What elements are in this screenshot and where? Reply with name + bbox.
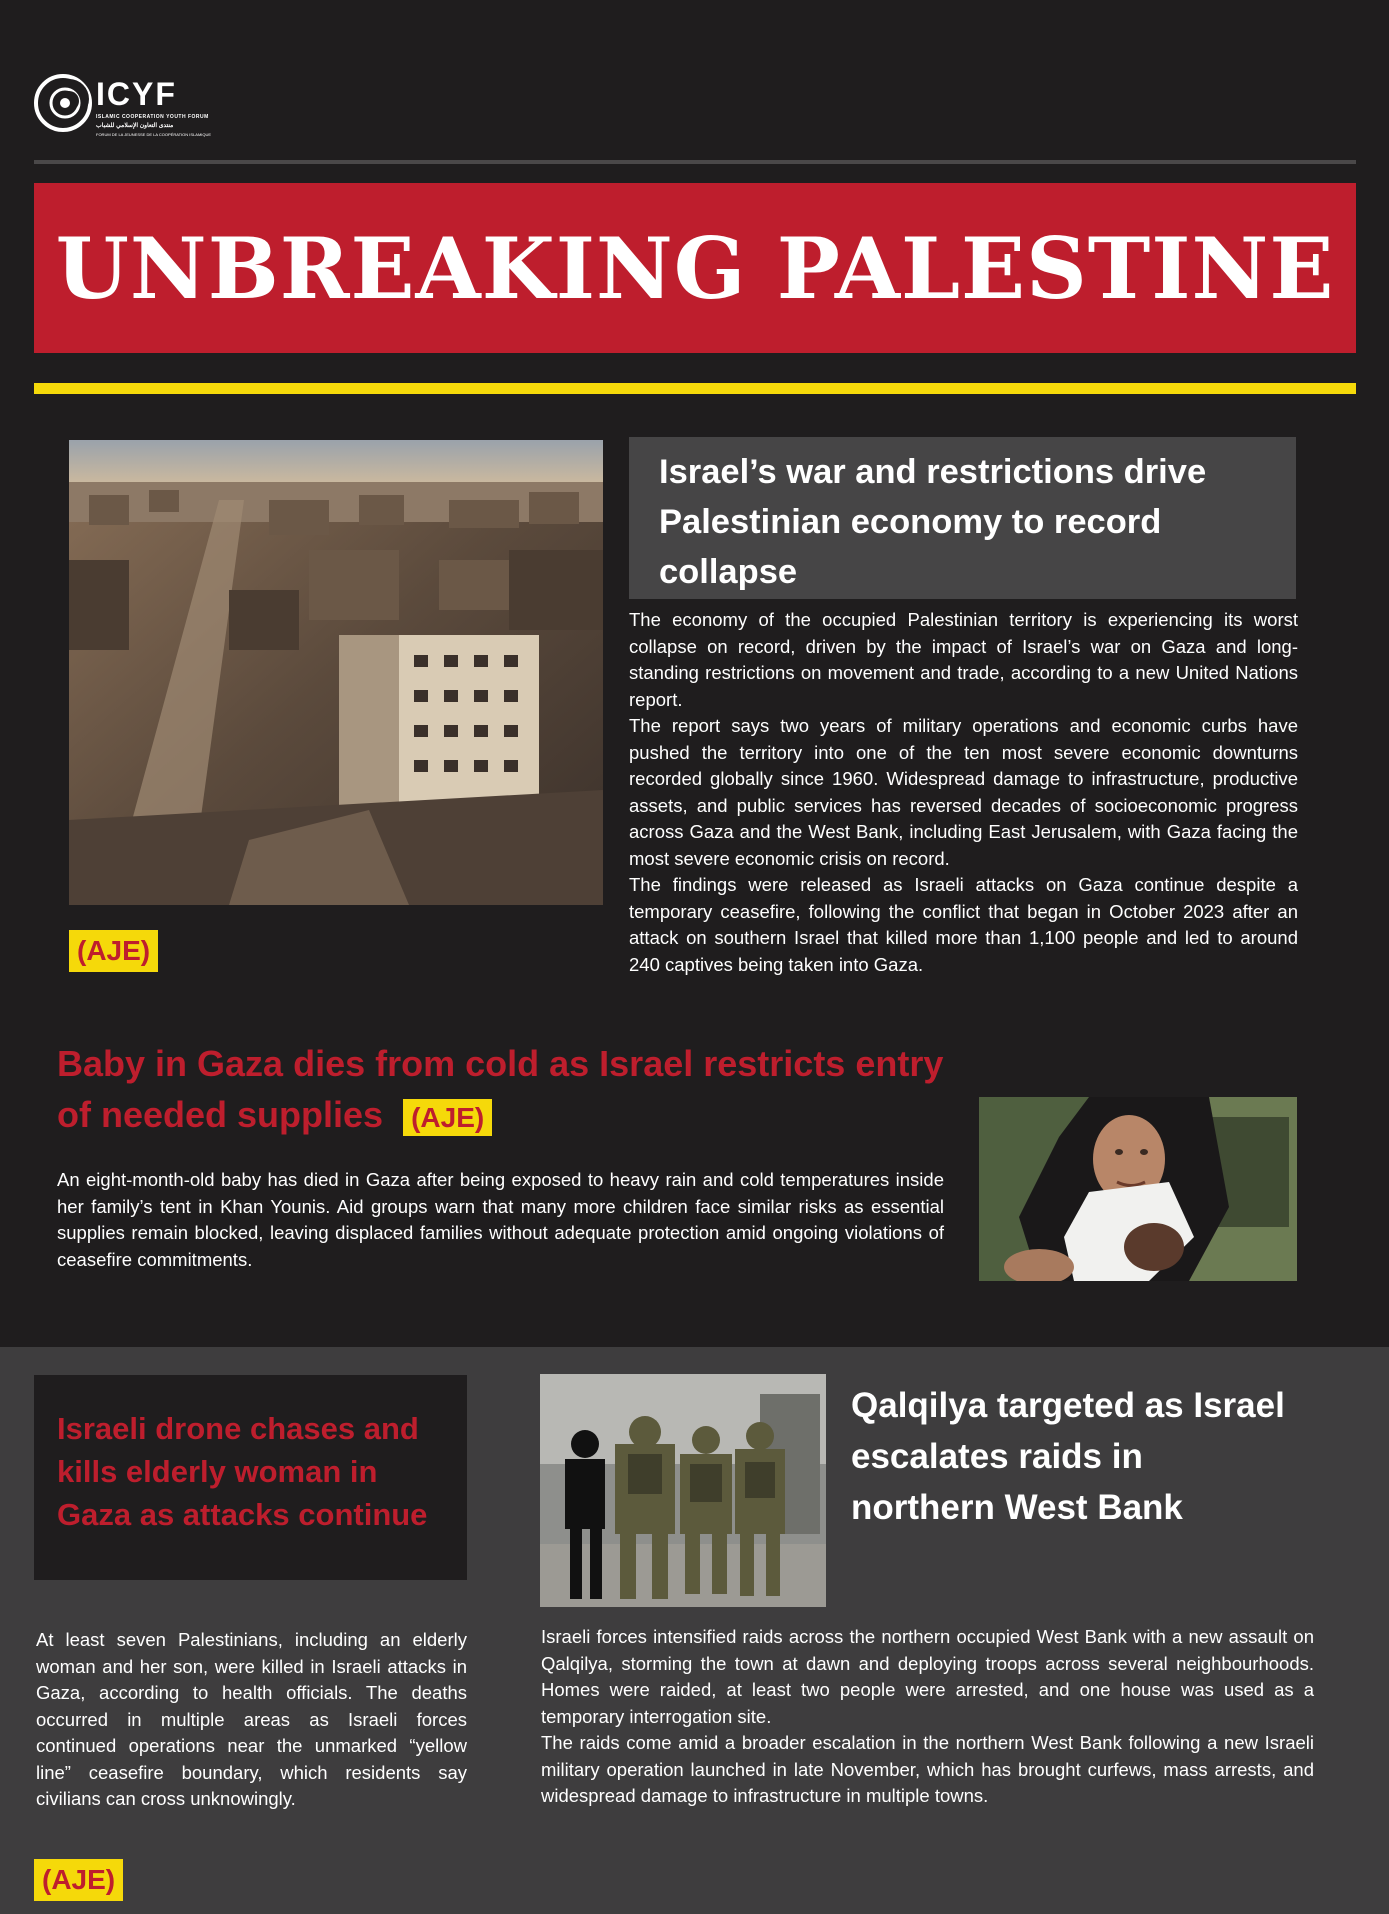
logo-subtitle-en: ISLAMIC COOPERATION YOUTH FORUM [96,114,209,120]
soldiers-arrest-photo [540,1374,826,1607]
source-tag: (AJE) [34,1859,123,1901]
page-title: UNBREAKING PALESTINE [55,218,1335,318]
title-banner [34,183,1356,353]
logo-name: ICYF [96,76,177,112]
article4-paragraph: Israeli forces intensified raids across the northern occupied West Bank with a new assault on Qalqilya, storming the town at dawn and deploying troops across several neighbourhoods. Homes were raided, at least two people were arrested, and one house was used as a temporary interrogation site. [541,1626,1314,1727]
yellow-divider [34,383,1356,394]
gaza-destruction-photo [69,440,603,905]
article2-title: Baby in Gaza dies from cold as Israel restricts entry of needed supplies [57,1043,944,1135]
article3-title: Israeli drone chases and kills elderly woman in Gaza as attacks continue [57,1411,428,1532]
article1-body [629,607,1298,978]
icyf-logo [34,74,212,144]
mother-baby-photo [979,1097,1297,1281]
soldiers-image-icon [540,1374,826,1607]
article4-title-wrap [851,1380,1291,1533]
mother-baby-image-icon [979,1097,1297,1281]
source-tag: (AJE) [403,1099,492,1136]
article3-body: At least seven Palestinians, including an elderly woman and her son, were killed in Israeli attacks in Gaza, according to health officials. The deaths occurred in multiple areas as Israeli forces continued operations near the unmarked “yellow line” ceasefire boundary, which residents say civilians can cross unknowingly. [36,1629,467,1809]
destruction-image-icon [69,440,603,905]
article1-title-box [629,437,1296,599]
article4-title: Qalqilya targeted as Israel escalates raids in northern West Bank [851,1386,1285,1527]
crescent-logo-icon [34,74,92,132]
article1-title: Israel’s war and restrictions drive Palestinian economy to record collapse [659,453,1207,591]
logo-subtitle-ar: منتدى التعاون الإسلامي للشباب [96,123,174,129]
article4-body [541,1624,1314,1810]
article1-paragraph: The findings were released as Israeli attacks on Gaza continue despite a temporary ceasefire, following the conflict that began in October 2023 after an attack on southern Israel that killed more than 1,100 people and led to around 240 captives being taken into Gaza. [629,874,1298,975]
article1-paragraph: The economy of the occupied Palestinian territory is experiencing its worst collapse on record, driven by the impact of Israel’s war on Gaza and long-standing restrictions on movement and trade, according to a new United Nations report. [629,609,1298,710]
top-divider [34,160,1356,164]
article2-title-block [57,1038,957,1140]
article2-body: An eight-month-old baby has died in Gaza after being exposed to heavy rain and cold temperatures inside her family’s tent in Khan Younis. Aid groups warn that many more children face similar risks as essential supplies remain blocked, leaving displaced families without adequate protection amid ongoing violations of ceasefire commitments. [57,1169,944,1270]
article4-paragraph: The raids come amid a broader escalation in the northern West Bank following a new Israeli military operation launched in late November, which has brought curfews, mass arrests, and widespread damage to infrastructure in multiple towns. [541,1732,1314,1806]
source-tag: (AJE) [69,930,158,972]
logo-subtitle-fr: FORUM DE LA JEUNESSE DE LA COOPÉRATION ISLAMIQUE [96,132,212,137]
article3-title-box [34,1375,467,1580]
article1-paragraph: The report says two years of military operations and economic curbs have pushed the territory into one of the ten most severe economic downturns recorded globally since 1960. Widespread damage to infrastructure, productive assets, and public services has reversed decades of socioeconomic progress across Gaza and the West Bank, including East Jerusalem, with Gaza facing the most severe economic crisis on record. [629,715,1298,869]
